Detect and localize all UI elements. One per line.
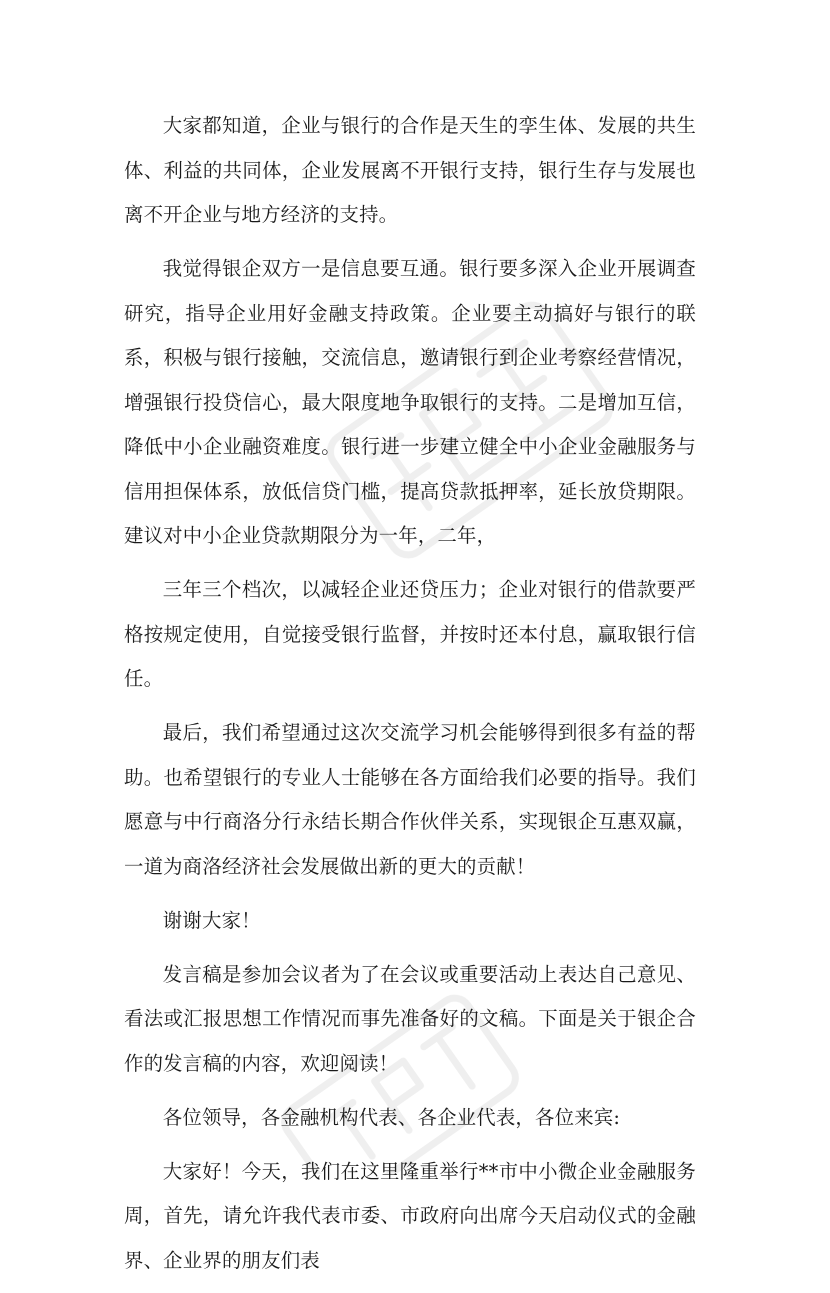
paragraph-3: 三年三个档次，以减轻企业还贷压力；企业对银行的借款要严格按规定使用，自觉接受银行监督，并按时还本付息，赢取银行信任。 (124, 578, 696, 690)
paragraph-5: 谢谢大家！ (162, 908, 261, 932)
paragraph-7: 各位领导，各金融机构代表、各企业代表，各位来宾: (162, 1105, 621, 1129)
document-body (124, 104, 696, 1293)
paragraph-8: 大家好！今天，我们在这里隆重举行**市中小微企业金融服务周，首先，请允许我代表市委、市政府向出席今天启动仪式的金融界、企业界的朋友们表 (124, 1159, 696, 1272)
paragraph-1: 大家都知道，企业与银行的合作是天生的孪生体、发展的共生体、利益的共同体，企业发展离不开银行支持，银行生存与发展也离不开企业与地方经济的支持。 (124, 114, 696, 226)
paragraph-4: 最后，我们希望通过这次交流学习机会能够得到很多有益的帮助。也希望银行的专业人士能够在各方面给我们必要的指导。我们愿意与中行商洛分行永结长期合作伙伴关系，实现银企互惠双赢，一道为商洛经济社会发展做出新的更大的贡献！ (124, 721, 696, 878)
paragraph-2: 我觉得银企双方一是信息要互通。银行要多深入企业开展调查研究，指导企业用好金融支持政策。企业要主动搞好与银行的联系，积极与银行接触，交流信息，邀请银行到企业考察经营情况，增强银行投贷信心，最大限度地争取银行的支持。二是增加互信，降低中小企业融资难度。银行进一步建立健全中小企业金融服务与信用担保体系，放低信贷门槛，提高贷款抵押率，延长放贷期限。建议对中小企业贷款期限分为一年，二年， (124, 257, 696, 547)
paragraph-6: 发言稿是参加会议者为了在会议或重要活动上表达自己意见、看法或汇报思想工作情况而事先准备好的文稿。下面是关于银企合作的发言稿的内容，欢迎阅读！ (124, 962, 696, 1075)
